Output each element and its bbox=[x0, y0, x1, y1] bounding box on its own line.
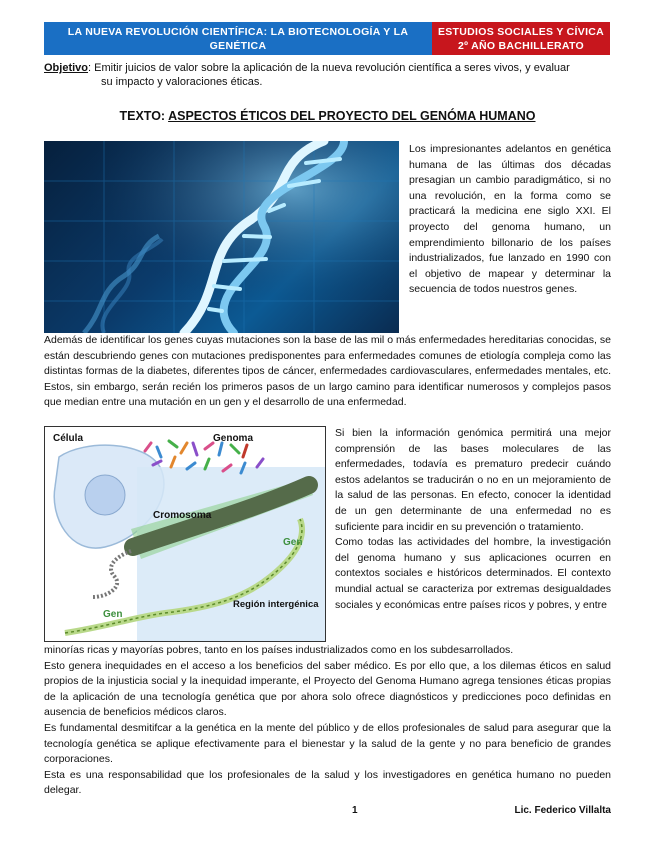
label-gene-2: Gen bbox=[103, 609, 123, 620]
header-subject-name: ESTUDIOS SOCIALES Y CÍVICA bbox=[437, 25, 605, 38]
paragraph-5-text: Esto genera inequidades en el acceso a los beneficios del saber médico. Es por ello que, a los dilemas éticos en salud propios de la injusticia social y la inequidad imperante, el Proyecto del Genoma Humano agrega tensiones éticas propias de la aplicación de una tecnología genética que por ahora solo ofrece diagnósticos y predicciones poco definidas en ausencia de beneficios médicos claros. bbox=[44, 659, 611, 719]
paragraph-2 bbox=[44, 333, 611, 411]
label-genome: Genoma bbox=[213, 433, 254, 444]
paragraph-1 bbox=[409, 142, 611, 298]
closing-paragraphs bbox=[44, 643, 611, 799]
dna-helix-image bbox=[44, 141, 399, 333]
header-unit-title: LA NUEVA REVOLUCIÓN CIENTÍFICA: LA BIOTECNOLOGÍA Y LA GENÉTICA bbox=[44, 22, 432, 55]
paragraph-7-text: Esta es una responsabilidad que los profesionales de la salud y los investigadores en genética humano no pueden delegar. bbox=[44, 768, 611, 797]
paragraph-3-4 bbox=[335, 426, 611, 613]
objective-label: Objetivo bbox=[44, 62, 89, 74]
paragraph-1-text: Los impresionantes adelantos en genética humana de las últimas dos décadas presagian un cambio paradigmático, si no una revolución, en la forma como se practicará la medicina ene siglo XXI. El proyecto del genoma humano, un emprendimiento billonario de los países industrializados, fue lanzado en 1990 con el objetivo de mapear y determinar la secuencia de todos nuestros genes. bbox=[409, 143, 611, 296]
author-name: Lic. Federico Villalta bbox=[514, 805, 611, 816]
objective-text: : Emitir juicios de valor sobre la aplicación de la nueva revolución científica a seres vivos, y evaluar bbox=[88, 62, 570, 74]
header-subject bbox=[432, 22, 610, 55]
label-cell: Célula bbox=[53, 433, 84, 444]
dna-helix-icon bbox=[44, 141, 399, 333]
paragraph-4-cont-text: minorías ricas y mayorías pobres, tanto en los países industrializados como en los subdesarrollados. bbox=[44, 644, 514, 656]
label-intergenic-region: Región intergénica bbox=[233, 599, 319, 610]
objective-text-cont: su impacto y valoraciones éticas. bbox=[101, 76, 263, 88]
title-main: ASPECTOS ÉTICOS DEL PROYECTO DEL GENÓMA HUMANO bbox=[168, 109, 536, 123]
label-gene-1: Gen bbox=[283, 537, 303, 548]
genome-diagram bbox=[44, 426, 326, 642]
objective bbox=[44, 61, 612, 89]
page-title bbox=[0, 109, 655, 123]
title-prefix: TEXTO: bbox=[119, 109, 166, 123]
label-chromosome: Cromosoma bbox=[153, 510, 212, 521]
paragraph-3-text: Si bien la información genómica permitirá una mejor comprensión de las bases moleculares de las enfermedades, todavía es prematuro predecir cuándo estos adelantos se traducirán o no en un mejoramiento de la salud de las personas. En efecto, conocer la identidad de un gen determinante de una enfermedad no es suficiente para incidir en su prevención o tratamiento. bbox=[335, 427, 611, 533]
paragraph-2-text: Además de identificar los genes cuyas mutaciones son la base de las mil o más enfermedades hereditarias conocidas, se están descubriendo genes con mutaciones predisponentes para enfermedades comunes de etiología compleja como las distintas formas de la diabetes, diferentes tipos de cáncer, enfermedades cardiovasculares, enfermedades mentales, etc. Estos, sin embargo, serán recién los primeros pasos de un largo camino para identificar numerosos y complejos pasos que median entre una mutación en un gen y el desarrollo de una enfermedad. bbox=[44, 334, 611, 409]
page-number: 1 bbox=[352, 805, 358, 816]
header-grade: 2º AÑO BACHILLERATO bbox=[457, 39, 584, 52]
paragraph-4-text: Como todas las actividades del hombre, la investigación del genoma humano y sus aplicaciones ocurren en contextos sociales e históricos determinados. El contexto mundial actual se caracteriza por extremas desigualdades sociales y económicas entre países ricos y pobres, y entre bbox=[335, 536, 611, 611]
header-banner bbox=[44, 22, 610, 55]
paragraph-6-text: Es fundamental desmitifcar a la genética en la mente del público y de ellos profesionales de salud para asegurar que la tecnología genética se aplique efectivamente para el bienestar y la salud de la gente y no para beneficio de grandes corporaciones. bbox=[44, 721, 611, 766]
